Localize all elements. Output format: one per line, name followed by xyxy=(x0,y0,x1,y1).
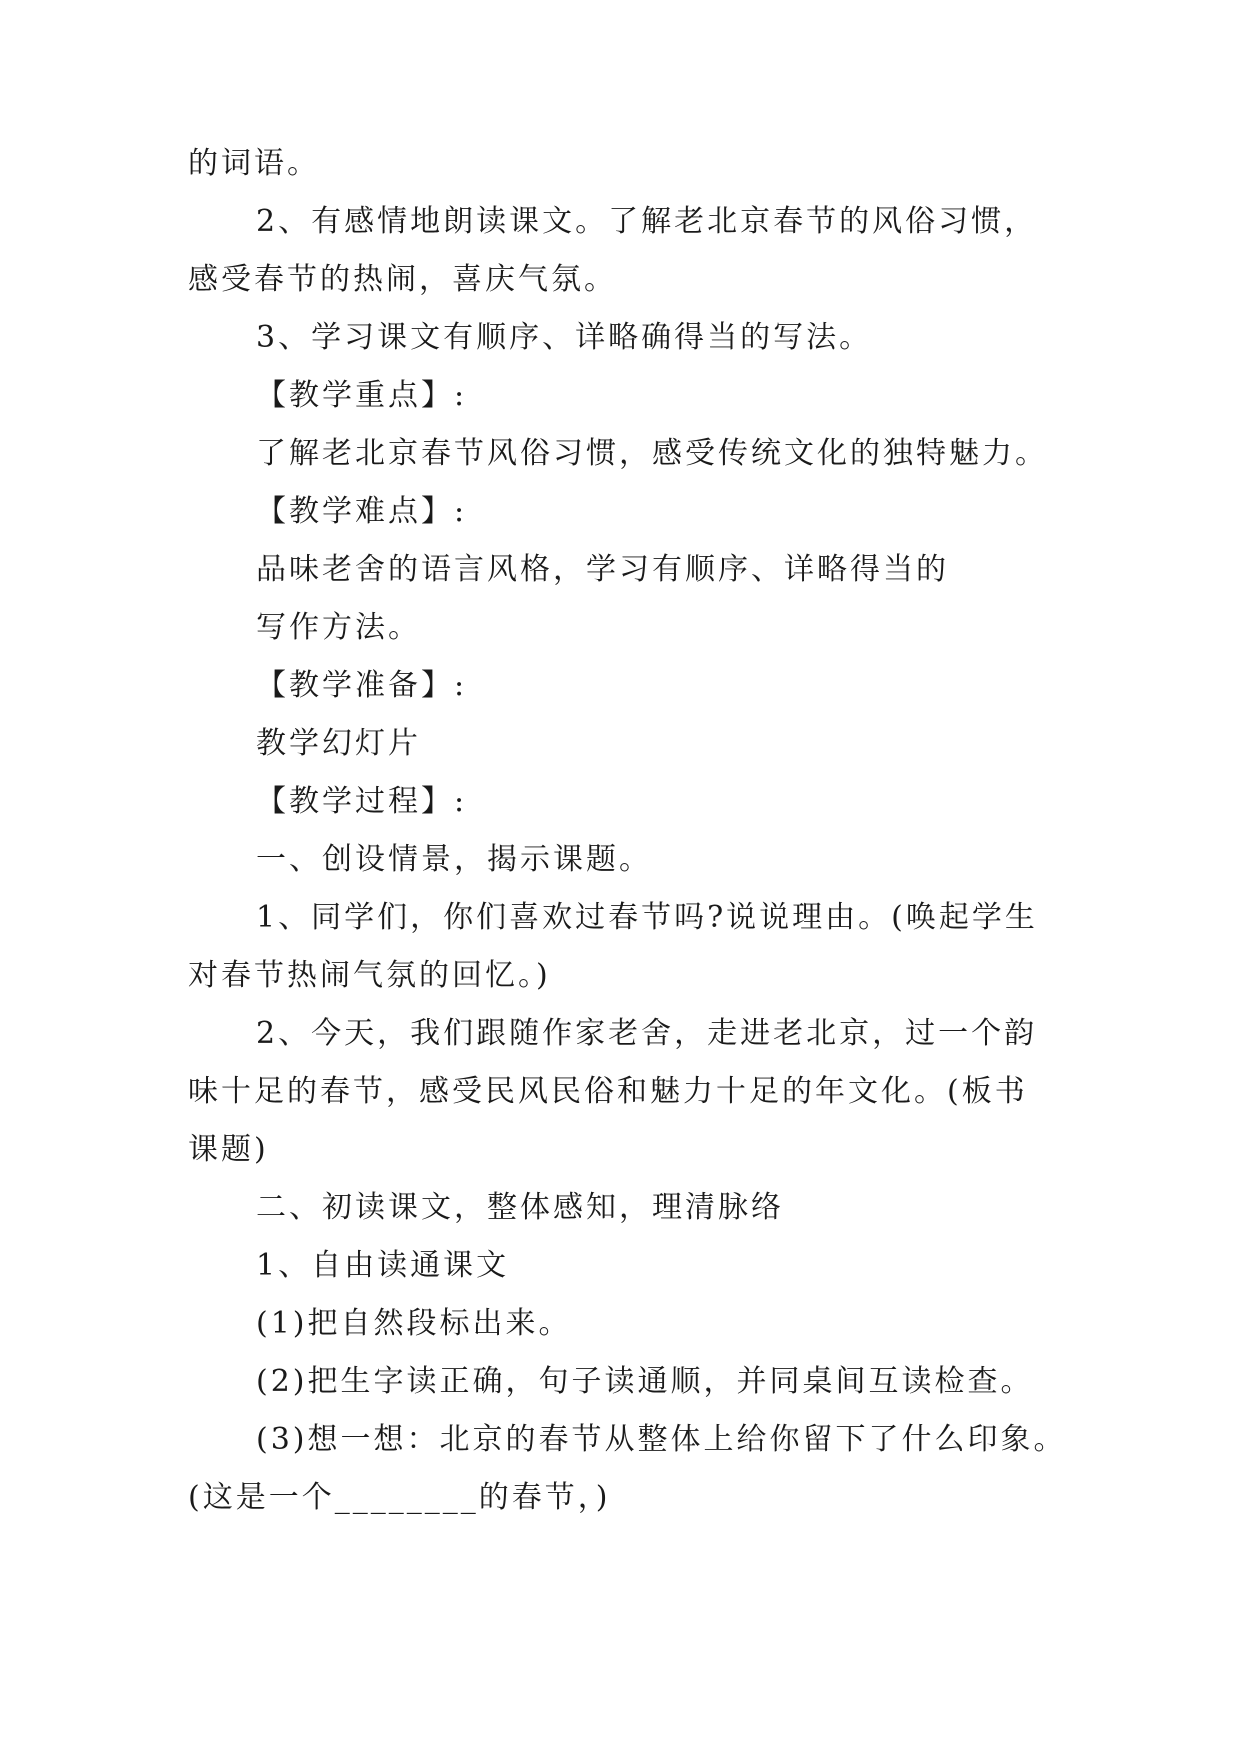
text-line: 1、同学们，你们喜欢过春节吗?说说理由。(唤起学生 xyxy=(256,900,1038,935)
section-heading: 【教学难点】: xyxy=(256,494,468,529)
text-line: 的词语。 xyxy=(188,146,320,181)
text-line: 1、自由读通课文 xyxy=(256,1248,510,1283)
text-line: 二、初读课文，整体感知，理清脉络 xyxy=(256,1190,784,1225)
section-heading: 【教学过程】: xyxy=(256,784,468,819)
text-line: 品味老舍的语言风格，学习有顺序、详略得当的 xyxy=(256,552,949,587)
text-line: (这是一个________的春节，) xyxy=(188,1480,611,1515)
text-line: 2、有感情地朗读课文。了解老北京春节的风俗习惯， xyxy=(256,204,1038,239)
text-line: (3)想一想：北京的春节从整体上给你留下了什么印象。 xyxy=(256,1422,1067,1457)
text-line: 写作方法。 xyxy=(256,610,421,645)
text-line: 对春节热闹气氛的回忆。) xyxy=(188,958,551,993)
text-line: 感受春节的热闹，喜庆气氛。 xyxy=(188,262,617,297)
text-line: 2、今天，我们跟随作家老舍，走进老北京，过一个韵 xyxy=(256,1016,1038,1051)
text-line: 教学幻灯片 xyxy=(256,726,421,761)
text-line: 3、学习课文有顺序、详略确得当的写法。 xyxy=(256,320,873,355)
section-heading: 【教学准备】: xyxy=(256,668,468,703)
text-line: (1)把自然段标出来。 xyxy=(256,1306,572,1341)
text-line: (2)把生字读正确，句子读通顺，并同桌间互读检查。 xyxy=(256,1364,1034,1399)
section-heading: 【教学重点】: xyxy=(256,378,468,413)
text-line: 了解老北京春节风俗习惯，感受传统文化的独特魅力。 xyxy=(256,436,1048,471)
text-line: 课题) xyxy=(188,1132,269,1167)
text-line: 味十足的春节，感受民风民俗和魅力十足的年文化。(板书 xyxy=(188,1074,1028,1109)
text-line: 一、创设情景，揭示课题。 xyxy=(256,842,652,877)
